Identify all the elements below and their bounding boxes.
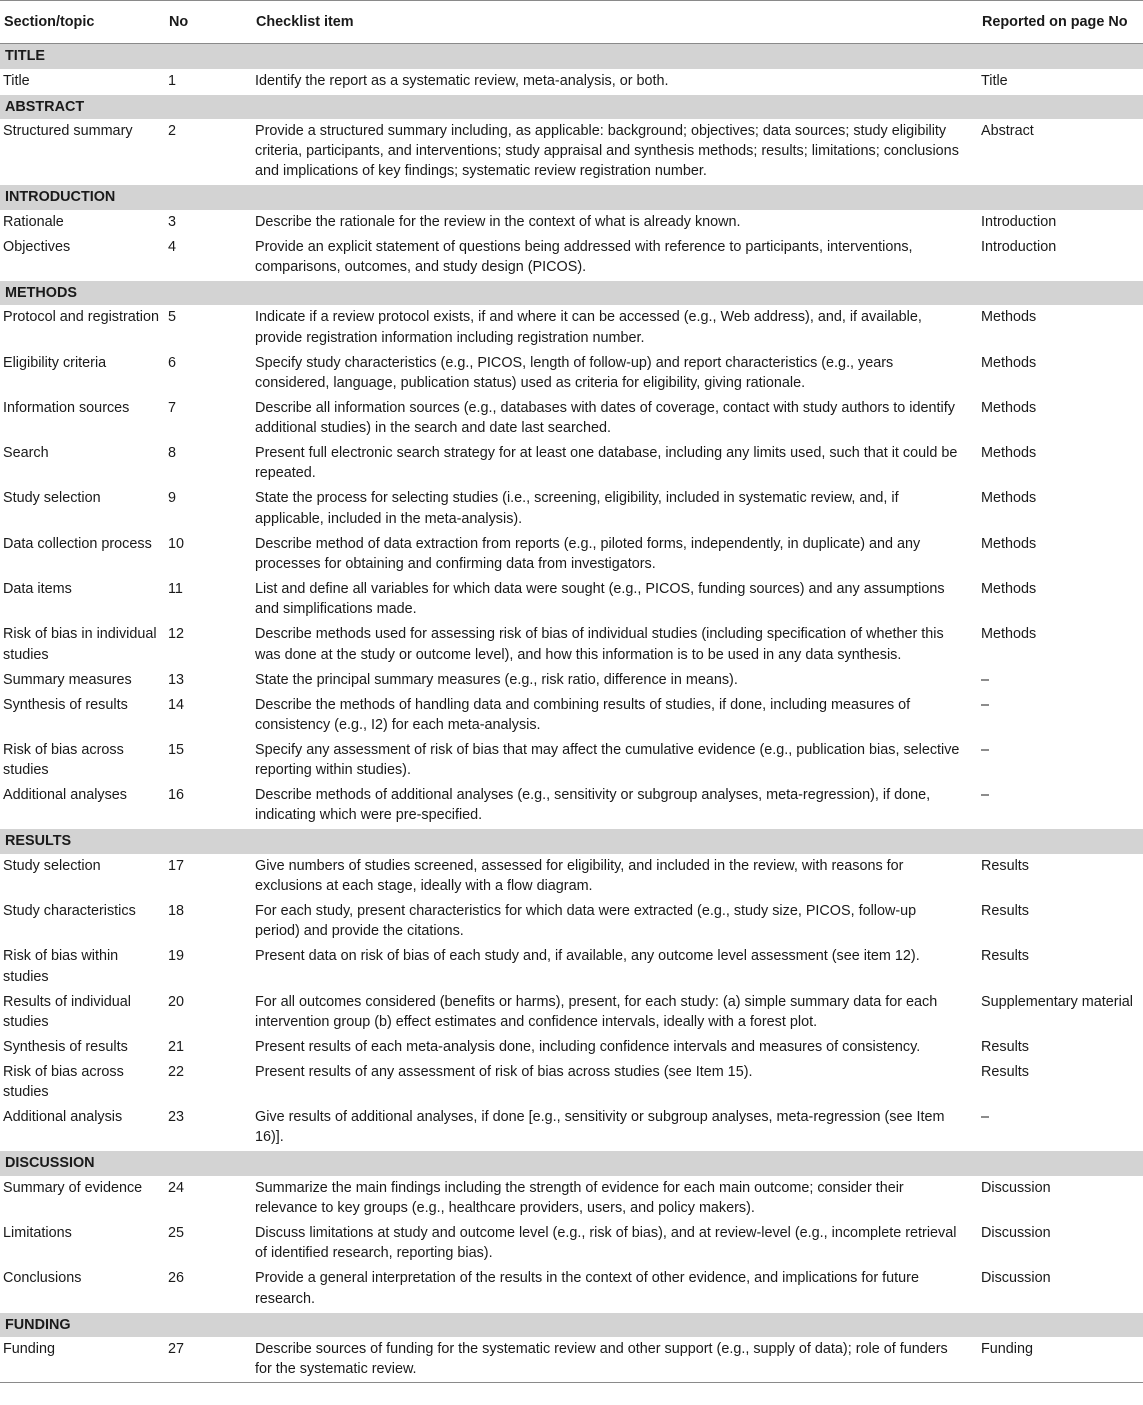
checklist-item-cell: Give numbers of studies screened, assessed for eligibility, and included in the review, with reasons for exclusions at each stage, ideally with a flow diagram. bbox=[255, 857, 904, 894]
section-title: DISCUSSION bbox=[0, 1151, 1143, 1176]
topic-cell: Results of individual studies bbox=[3, 993, 131, 1030]
item-number-cell: 1 bbox=[168, 72, 177, 89]
topic-cell: Search bbox=[3, 445, 49, 462]
checklist-item-cell: State the process for selecting studies (i.e., screening, eligibility, included in systematic review, and, if applicable, included in the meta-analysis). bbox=[255, 490, 899, 527]
checklist-item-cell: State the principal summary measures (e.g., risk ratio, difference in means). bbox=[255, 671, 738, 688]
item-number-cell: 3 bbox=[168, 213, 177, 230]
reported-page-cell: Results bbox=[981, 902, 1029, 919]
reported-page-cell: Discussion bbox=[981, 1224, 1051, 1241]
checklist-item-cell: Specify study characteristics (e.g., PICOS, length of follow-up) and report characteristics (e.g., years considered, language, publication status) used as criteria for eligibility, giving rationale. bbox=[255, 354, 894, 391]
reported-page-cell: Methods bbox=[981, 535, 1037, 552]
table-row bbox=[0, 119, 1143, 185]
reported-page-cell: Discussion bbox=[981, 1270, 1051, 1287]
table-row bbox=[0, 486, 1143, 531]
item-number-cell: 7 bbox=[168, 399, 177, 416]
topic-cell: Risk of bias across studies bbox=[3, 741, 124, 779]
item-number-cell: 19 bbox=[168, 948, 185, 965]
item-number-cell: 4 bbox=[168, 238, 177, 255]
topic-cell: Eligibility criteria bbox=[3, 354, 107, 371]
table-row bbox=[0, 990, 1143, 1035]
table-row bbox=[0, 1221, 1143, 1266]
item-number-cell: 27 bbox=[165, 1337, 252, 1383]
checklist-item-cell: Discuss limitations at study and outcome level (e.g., risk of bias), and at review-level (e.g., incomplete retrieval of identified research, reporting bias). bbox=[255, 1224, 957, 1262]
topic-cell: Additional analyses bbox=[3, 787, 127, 804]
topic-cell: Risk of bias within studies bbox=[3, 948, 119, 985]
reported-page-cell: Supplementary material bbox=[981, 993, 1133, 1010]
topic-cell: Study selection bbox=[3, 857, 101, 874]
reported-page-cell: Methods bbox=[981, 581, 1037, 597]
item-number-cell: 23 bbox=[168, 1109, 185, 1126]
checklist-item-cell: Describe methods used for assessing risk of bias of individual studies (including specification of whether this was done at the study or outcome level), and how this information is to be used in any data synthesis. bbox=[255, 626, 944, 663]
item-number-cell: 11 bbox=[168, 581, 183, 597]
reported-page-cell: Methods bbox=[981, 399, 1037, 416]
section-header-row bbox=[0, 185, 1143, 210]
topic-cell: Synthesis of results bbox=[3, 1038, 128, 1055]
table-row bbox=[0, 854, 1143, 899]
section-header-row bbox=[0, 1312, 1143, 1337]
topic-cell: Risk of bias in individual studies bbox=[3, 626, 157, 663]
reported-page-cell: – bbox=[981, 671, 990, 688]
item-number-cell: 22 bbox=[168, 1063, 185, 1080]
topic-cell: Funding bbox=[0, 1337, 165, 1383]
table-row bbox=[0, 738, 1143, 783]
checklist-item-cell: Describe method of data extraction from reports (e.g., piloted forms, independently, in duplicate) and any processes for obtaining and confirming data from investigators. bbox=[255, 535, 921, 573]
reported-page-cell: – bbox=[981, 741, 990, 758]
header-row bbox=[0, 1, 1143, 44]
header-no: No bbox=[165, 1, 252, 44]
reported-page-cell: Introduction bbox=[981, 213, 1057, 230]
checklist-item-cell: Summarize the main findings including the strength of evidence for each main outcome; consider their relevance to key groups (e.g., healthcare providers, users, and policy makers). bbox=[255, 1179, 904, 1216]
table-body bbox=[0, 44, 1143, 1383]
checklist-item-cell: Specify any assessment of risk of bias that may affect the cumulative evidence (e.g., publication bias, selective reporting within studies). bbox=[255, 741, 960, 779]
header-section-topic: Section/topic bbox=[0, 1, 165, 44]
table-row bbox=[0, 1105, 1143, 1151]
item-number-cell: 17 bbox=[168, 857, 185, 874]
header-reported-on-page: Reported on page No bbox=[978, 1, 1143, 44]
topic-cell: Protocol and registration bbox=[3, 309, 159, 326]
topic-cell: Summary measures bbox=[3, 671, 132, 688]
item-number-cell: 21 bbox=[168, 1038, 185, 1055]
checklist-item-cell: Provide an explicit statement of questions being addressed with reference to participants, interventions, comparisons, outcomes, and study design (PICOS). bbox=[255, 238, 913, 276]
section-header-row bbox=[0, 44, 1143, 69]
checklist-item-cell: Present results of any assessment of risk of bias across studies (see Item 15). bbox=[255, 1063, 753, 1080]
checklist-item-cell: Identify the report as a systematic review, meta-analysis, or both. bbox=[255, 72, 669, 89]
checklist-item-cell: Describe all information sources (e.g., databases with dates of coverage, contact with study authors to identify additional studies) in the search and date last searched. bbox=[255, 399, 955, 437]
table-row bbox=[0, 944, 1143, 989]
checklist-item-cell: Describe the rationale for the review in the context of what is already known. bbox=[255, 213, 741, 230]
reported-page-cell: Funding bbox=[978, 1337, 1143, 1383]
checklist-item-cell: Give results of additional analyses, if done [e.g., sensitivity or subgroup analyses, meta-regression (see Item 16)]. bbox=[255, 1109, 945, 1146]
reported-page-cell: Results bbox=[981, 1038, 1029, 1055]
topic-cell: Risk of bias across studies bbox=[3, 1063, 124, 1101]
checklist-item-cell: Present data on risk of bias of each study and, if available, any outcome level assessment (see item 12). bbox=[255, 948, 920, 965]
reported-page-cell: Abstract bbox=[981, 122, 1034, 139]
section-header-row bbox=[0, 829, 1143, 854]
table-row bbox=[0, 210, 1143, 235]
reported-page-cell: Discussion bbox=[981, 1179, 1051, 1196]
table-row bbox=[0, 1266, 1143, 1312]
table-row bbox=[0, 305, 1143, 350]
section-header-row bbox=[0, 281, 1143, 306]
topic-cell: Objectives bbox=[3, 238, 71, 255]
table-row bbox=[0, 351, 1143, 396]
reported-page-cell: Methods bbox=[981, 626, 1037, 643]
checklist-item-cell: Describe methods of additional analyses (e.g., sensitivity or subgroup analyses, meta-regression), if done, indicating which were pre-specified. bbox=[255, 787, 931, 824]
item-number-cell: 2 bbox=[168, 122, 177, 139]
table-row bbox=[0, 69, 1143, 94]
item-number-cell: 9 bbox=[168, 490, 177, 507]
table-row bbox=[0, 235, 1143, 281]
topic-cell: Additional analysis bbox=[3, 1109, 123, 1126]
reported-page-cell: Methods bbox=[981, 490, 1037, 507]
item-number-cell: 20 bbox=[168, 993, 185, 1010]
topic-cell: Conclusions bbox=[3, 1270, 82, 1287]
checklist-item-cell: Describe the methods of handling data and combining results of studies, if done, including measures of consistency (e.g., I2) for each meta-analysis. bbox=[255, 696, 911, 733]
topic-cell: Study selection bbox=[3, 490, 101, 507]
table-row bbox=[0, 783, 1143, 829]
section-header-row bbox=[0, 94, 1143, 119]
table-header bbox=[0, 1, 1143, 44]
item-number-cell: 14 bbox=[168, 696, 185, 713]
item-number-cell: 6 bbox=[168, 354, 177, 371]
table-row bbox=[0, 577, 1143, 622]
item-number-cell: 10 bbox=[168, 535, 185, 552]
section-title: INTRODUCTION bbox=[0, 185, 1143, 210]
topic-cell: Structured summary bbox=[3, 122, 133, 139]
reported-page-cell: Introduction bbox=[981, 238, 1057, 255]
topic-cell: Study characteristics bbox=[3, 902, 136, 919]
reported-page-cell: – bbox=[981, 696, 990, 713]
topic-cell: Rationale bbox=[3, 213, 64, 230]
topic-cell: Limitations bbox=[3, 1224, 72, 1241]
reported-page-cell: Methods bbox=[981, 354, 1037, 371]
topic-cell: Data items bbox=[3, 581, 72, 597]
topic-cell: Information sources bbox=[3, 399, 130, 416]
table-row bbox=[0, 899, 1143, 944]
item-number-cell: 5 bbox=[168, 309, 177, 326]
section-title: FUNDING bbox=[0, 1312, 1143, 1337]
table-row bbox=[0, 1035, 1143, 1060]
item-number-cell: 16 bbox=[168, 787, 185, 804]
reported-page-cell: Results bbox=[981, 1063, 1029, 1080]
table-row bbox=[0, 622, 1143, 667]
section-title: RESULTS bbox=[0, 829, 1143, 854]
item-number-cell: 25 bbox=[168, 1224, 185, 1241]
checklist-item-cell: Describe sources of funding for the systematic review and other support (e.g., supply of data); role of funders for the systematic review. bbox=[252, 1337, 978, 1383]
table-row bbox=[0, 441, 1143, 486]
reported-page-cell: Title bbox=[981, 72, 1008, 89]
checklist-item-cell: Present full electronic search strategy for at least one database, including any limits used, such that it could be repeated. bbox=[255, 445, 958, 482]
checklist-item-cell: List and define all variables for which data were sought (e.g., PICOS, funding sources) and any assumptions and simplifications made. bbox=[255, 581, 945, 618]
reported-page-cell: – bbox=[981, 787, 990, 804]
table-row bbox=[0, 1176, 1143, 1221]
table-row bbox=[0, 693, 1143, 738]
topic-cell: Data collection process bbox=[3, 535, 152, 552]
checklist-item-cell: For each study, present characteristics for which data were extracted (e.g., study size, PICOS, follow-up period) and provide the citations. bbox=[255, 902, 917, 940]
topic-cell: Synthesis of results bbox=[3, 696, 128, 713]
topic-cell: Title bbox=[3, 72, 30, 89]
table-row bbox=[0, 532, 1143, 577]
section-title: ABSTRACT bbox=[0, 94, 1143, 119]
checklist-item-cell: For all outcomes considered (benefits or harms), present, for each study: (a) simple summary data for each intervention group (b) effect estimates and confidence intervals, ideally with a forest plot. bbox=[255, 993, 938, 1030]
table-row bbox=[0, 1060, 1143, 1105]
table-row bbox=[0, 396, 1143, 441]
checklist-item-cell: Provide a structured summary including, as applicable: background; objectives; data sources; study eligibility criteria, participants, and interventions; study appraisal and synthesis methods; results; limitations; conclusions and implications of key findings; systematic review registration number. bbox=[255, 122, 959, 180]
checklist-item-cell: Indicate if a review protocol exists, if and where it can be accessed (e.g., Web address), and, if available, provide registration information including registration number. bbox=[255, 309, 922, 346]
item-number-cell: 24 bbox=[168, 1179, 185, 1196]
item-number-cell: 12 bbox=[168, 626, 185, 643]
section-title: METHODS bbox=[0, 281, 1143, 306]
section-header-row bbox=[0, 1151, 1143, 1176]
reported-page-cell: Methods bbox=[981, 445, 1037, 462]
reported-page-cell: Methods bbox=[981, 309, 1037, 326]
reported-page-cell: – bbox=[981, 1109, 990, 1126]
table-row bbox=[0, 668, 1143, 693]
section-title: TITLE bbox=[0, 44, 1143, 69]
item-number-cell: 18 bbox=[168, 902, 185, 919]
item-number-cell: 8 bbox=[168, 445, 177, 462]
checklist-item-cell: Provide a general interpretation of the results in the context of other evidence, and implications for future research. bbox=[255, 1270, 919, 1307]
item-number-cell: 15 bbox=[168, 741, 185, 758]
reported-page-cell: Results bbox=[981, 857, 1029, 874]
header-checklist-item: Checklist item bbox=[252, 1, 978, 44]
item-number-cell: 13 bbox=[168, 671, 185, 688]
reported-page-cell: Results bbox=[981, 948, 1029, 965]
item-number-cell: 26 bbox=[168, 1270, 185, 1287]
topic-cell: Summary of evidence bbox=[3, 1179, 143, 1196]
checklist-item-cell: Present results of each meta-analysis done, including confidence intervals and measures of consistency. bbox=[255, 1038, 921, 1055]
table-row bbox=[0, 1337, 1143, 1383]
